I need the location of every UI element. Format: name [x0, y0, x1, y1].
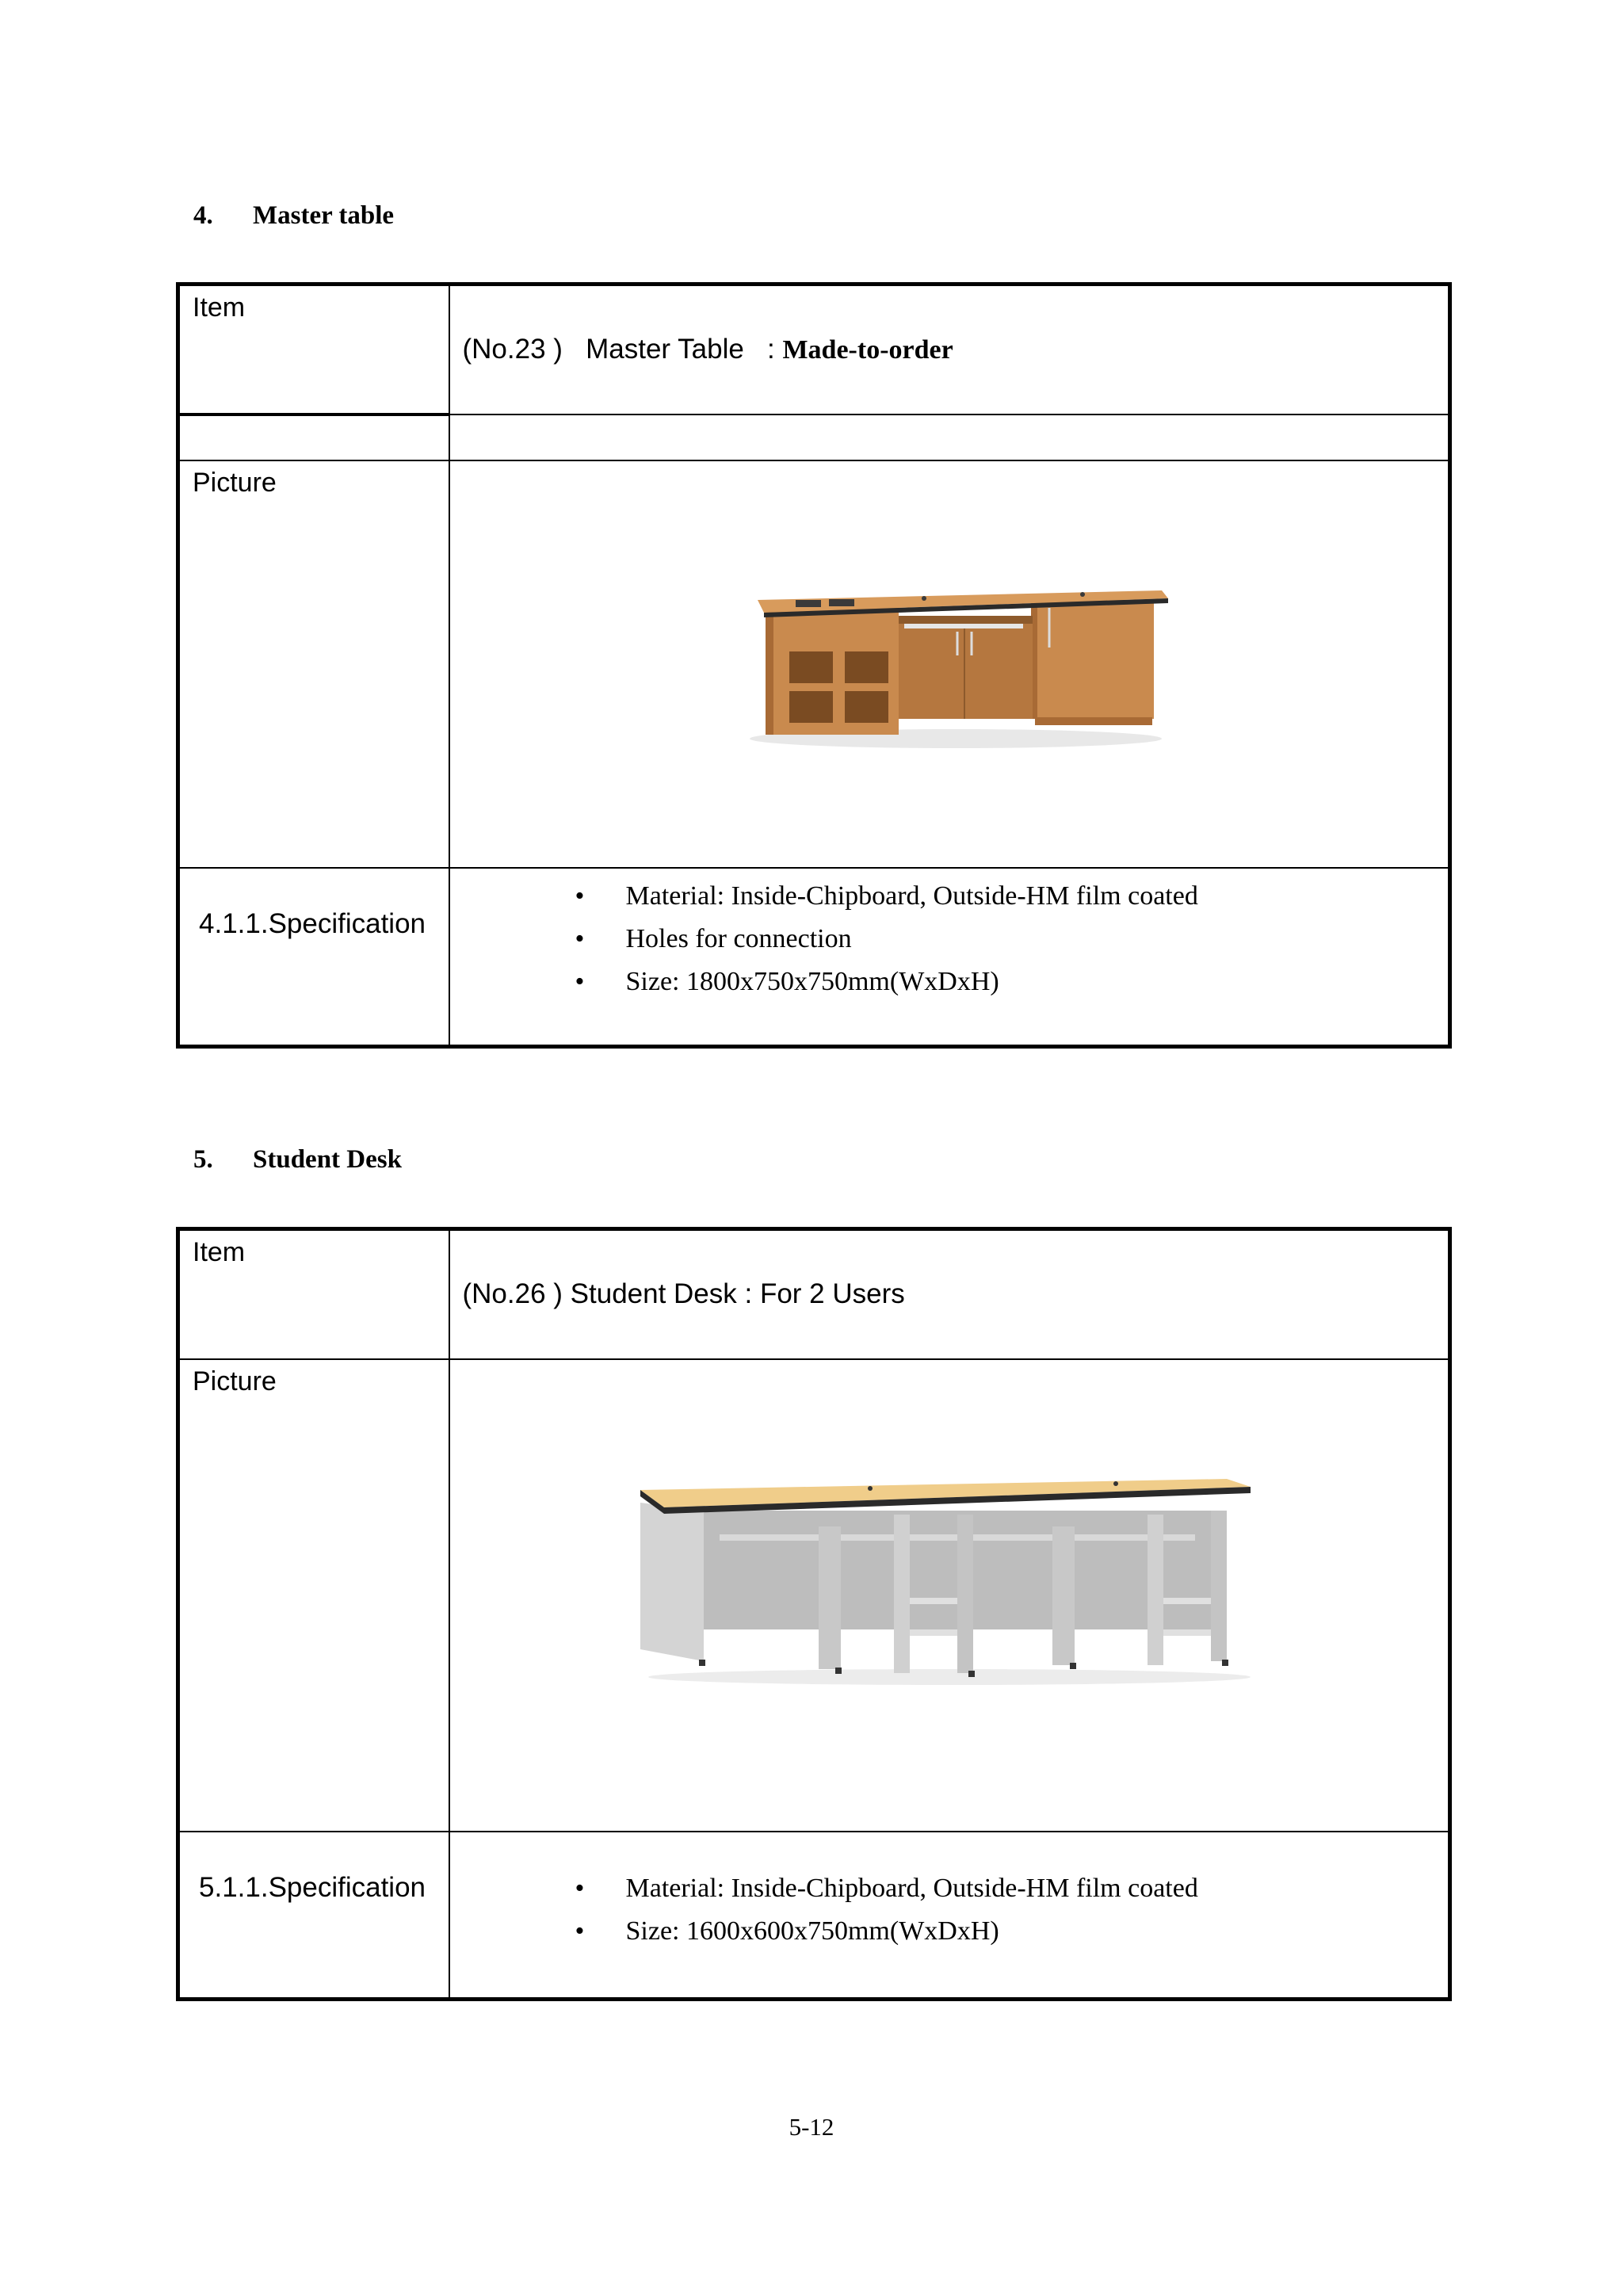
picture-label: Picture	[193, 467, 277, 498]
spec-list	[450, 1832, 1449, 1953]
item-label-cell	[178, 1229, 449, 1359]
student-desk-image	[640, 1479, 1258, 1693]
spec-label: 4.1.1.Specification	[199, 907, 426, 939]
bullet-icon: •	[575, 881, 585, 911]
page-number: 5-12	[789, 2113, 834, 2141]
item-value	[450, 286, 1449, 365]
empty-label-cell	[178, 415, 449, 460]
master-table-spec-table	[176, 282, 1452, 1049]
section-number: 5.	[193, 1145, 213, 1174]
spec-label: 5.1.1.Specification	[199, 1871, 426, 1903]
item-label: Item	[193, 1237, 246, 1267]
picture-cell	[449, 1359, 1450, 1832]
spec-item: • Holes for connection	[450, 918, 1449, 961]
picture-label-cell	[178, 1359, 449, 1832]
spec-item: • Size: 1800x750x750mm(WxDxH)	[450, 961, 1449, 1003]
item-value-cell	[449, 285, 1450, 415]
bullet-icon: •	[575, 1916, 585, 1946]
section-number: 4.	[193, 201, 213, 230]
section-heading-student-desk	[193, 1145, 402, 1175]
item-value-bold: Made-to-order	[782, 335, 953, 365]
bullet-icon: •	[575, 923, 585, 953]
bullet-icon: •	[575, 1873, 585, 1903]
item-value	[450, 1231, 1449, 1310]
section-title: Master table	[253, 201, 395, 230]
spec-list	[450, 869, 1449, 1003]
spec-label-cell	[178, 1832, 449, 2000]
spec-item: • Size: 1600x600x750mm(WxDxH)	[450, 1910, 1449, 1953]
empty-value-cell	[449, 415, 1450, 460]
section-title: Student Desk	[253, 1145, 402, 1174]
item-value-text: (No.26 ) Student Desk : For 2 Users	[462, 1278, 905, 1309]
picture-label: Picture	[193, 1366, 277, 1396]
section-heading-master-table	[193, 201, 394, 231]
spec-list-cell	[449, 1832, 1450, 2000]
spec-list-cell	[449, 868, 1450, 1047]
picture-cell	[449, 460, 1450, 868]
item-label: Item	[193, 292, 246, 323]
item-value-cell	[449, 1229, 1450, 1359]
master-table-image	[734, 576, 1178, 758]
spec-label-cell	[178, 868, 449, 1047]
item-value-text: (No.23 ) Master Table :	[462, 334, 783, 365]
bullet-icon: •	[575, 966, 585, 996]
item-label-cell	[178, 285, 449, 415]
spec-item: • Material: Inside-Chipboard, Outside-HM film coated	[450, 875, 1449, 918]
picture-label-cell	[178, 460, 449, 868]
spec-item: • Material: Inside-Chipboard, Outside-HM film coated	[450, 1867, 1449, 1910]
student-desk-spec-table	[176, 1227, 1452, 2001]
